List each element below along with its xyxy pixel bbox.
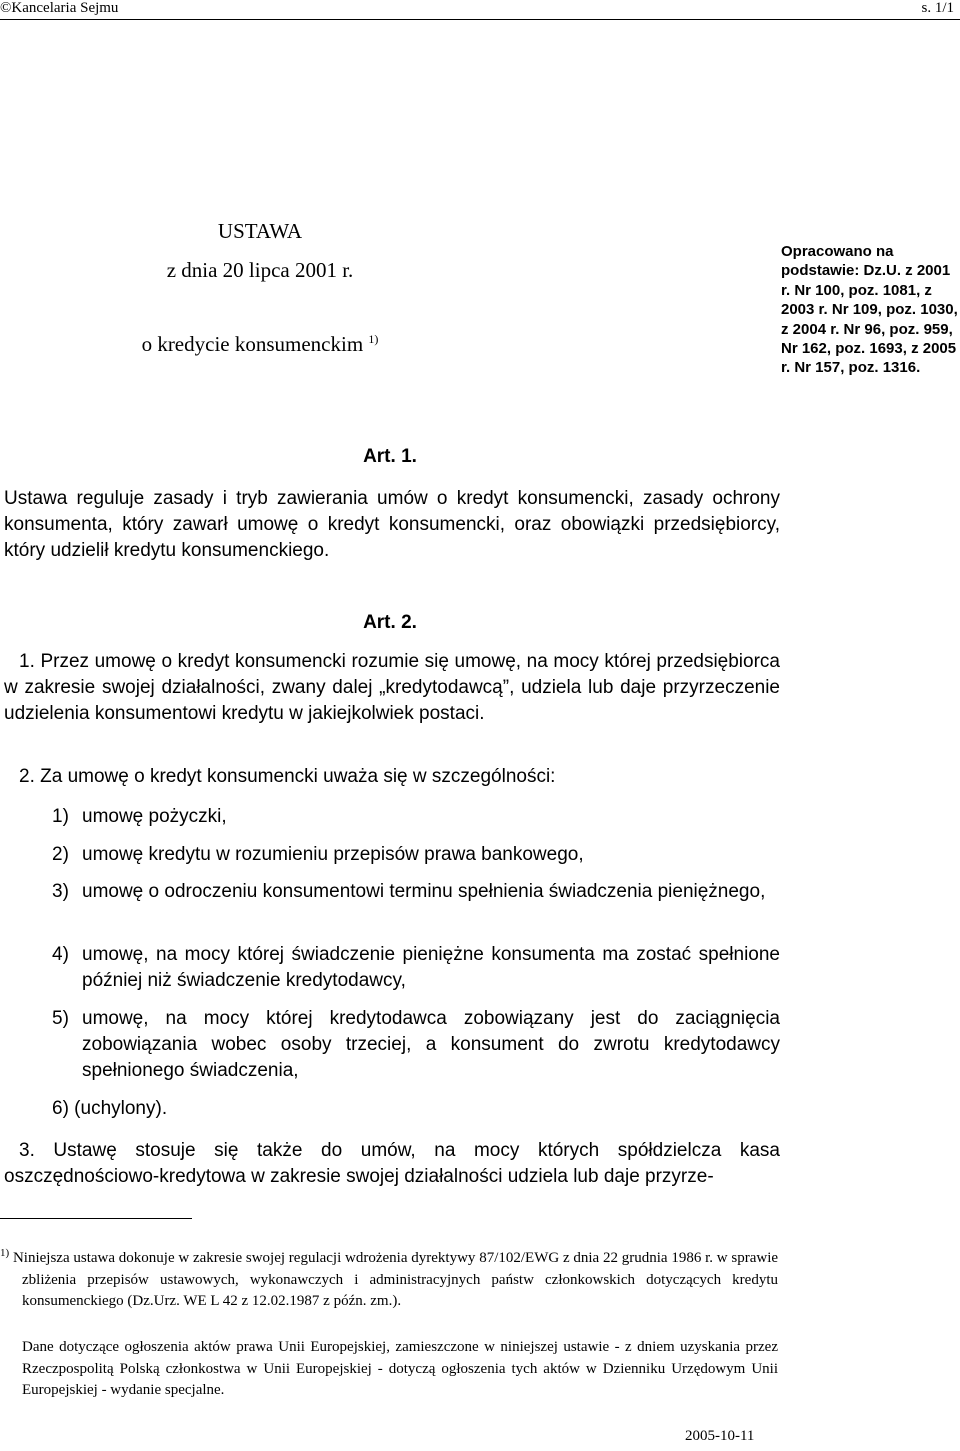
footer-date: 2005-10-11 (685, 1428, 755, 1444)
list-item (52, 942, 780, 994)
act-subject (0, 332, 520, 357)
list-item-number: 2) (52, 844, 69, 865)
footnote-1-note: Dane dotyczące ogłoszenia aktów prawa Unii Europejskiej, zamieszczone w niniejszej ustawie - z dniem uzyskania przez Rzeczpospolitą Polską członkostwa w Unii Europejskiej - dotyczą ogłoszenia tych aktów w Dzienniku Urzędowym Unii Europejskiej - wydanie specjalne. (22, 1339, 778, 1398)
list-item-number: 1) (52, 806, 69, 827)
article-2-section-2: 2. Za umowę o kredyt konsumencki uważa się w szczególności: (19, 766, 556, 787)
list-item-text: umowę pożyczki, (82, 806, 227, 827)
article-1-text: Ustawa reguluje zasady i tryb zawierania umów o kredyt konsumencki, zasady ochrony konsumenta, który zawarł umowę o kredyt konsumencki, oraz obowiązki przedsiębiorcy, który udzielił kredytu konsumenckiego. (4, 488, 780, 561)
list-item-text: umowę, na mocy której świadczenie pieniężne konsumenta ma zostać spełnione później niż świadczenie kredytodawcy, (82, 944, 780, 991)
header-divider (0, 19, 960, 20)
list-item (52, 1006, 780, 1084)
list-item (52, 1096, 780, 1122)
list-item (52, 804, 780, 830)
article-2-section-1: 1. Przez umowę o kredyt konsumencki rozumie się umowę, na mocy której przedsiębiorca w zakresie swojej działalności, zwany dalej „kredytodawcą”, udziela lub daje przyrzeczenie udzielenia konsumentowi kredytu w jakiejkolwiek postaci. (4, 651, 780, 724)
act-date: z dnia 20 lipca 2001 r. (166, 258, 354, 282)
list-item-number: 4) (52, 944, 69, 965)
list-item-number: 3) (52, 881, 69, 902)
footnote-separator (0, 1218, 192, 1219)
list-item (52, 879, 780, 905)
list-item-text: umowę o odroczeniu konsumentowi terminu spełnienia świadczenia pieniężnego, (82, 881, 766, 902)
article-2-title: Art. 2. (363, 612, 417, 633)
footnote-1-text: Niniejsza ustawa dokonuje w zakresie swojej regulacji wdrożenia dyrektywy 87/102/EWG z dnia 22 grudnia 1986 r. w sprawie zbliżenia przepisów ustawowych, wykonawczych i administracyjnych państw członkowskich dotyczących kredytu konsumenckiego (Dz.Urz. WE L 42 z 12.02.1987 z późn. zm.). (12, 1250, 779, 1309)
source-note: Opracowano na podstawie: Dz.U. z 2001 r. Nr 100, poz. 1081, z 2003 r. Nr 109, poz. 1030, z 2004 r. Nr 96, poz. 959, Nr 162, poz. 1693, z 2005 r. Nr 157, poz. 1316. (781, 243, 958, 377)
article-2-section-3: 3. Ustawę stosuje się także do umów, na mocy których spółdzielcza kasa oszczędnościowo-kredytowa w zakresie swojej działalności udziela lub daje przyrze- (4, 1140, 780, 1187)
list-item-number: 5) (52, 1008, 69, 1029)
footnote-reference[interactable]: 1) (368, 332, 379, 346)
act-subject-text: o kredycie konsumenckim (141, 332, 364, 356)
footnote-1-entry (0, 1248, 778, 1313)
header-publisher: ©Kancelaria Sejmu (0, 0, 119, 16)
list-item-text: umowę kredytu w rozumieniu przepisów prawa bankowego, (82, 844, 584, 865)
act-type-heading: USTAWA (217, 219, 303, 243)
list-item (52, 842, 780, 868)
article-1-title: Art. 1. (363, 446, 417, 467)
list-item-text: 6) (uchylony). (52, 1098, 168, 1119)
footnote-1 (0, 1248, 778, 1313)
footnote-marker: 1) (0, 1247, 10, 1259)
list-item-text: umowę, na mocy której kredytodawca zobowiązany jest do zaciągnięcia zobowiązania wobec osoby trzeciej, a konsument do zwrotu kredytodawcy spełnionego świadczenia, (82, 1008, 780, 1081)
header-page-number: s. 1/1 (921, 0, 954, 16)
